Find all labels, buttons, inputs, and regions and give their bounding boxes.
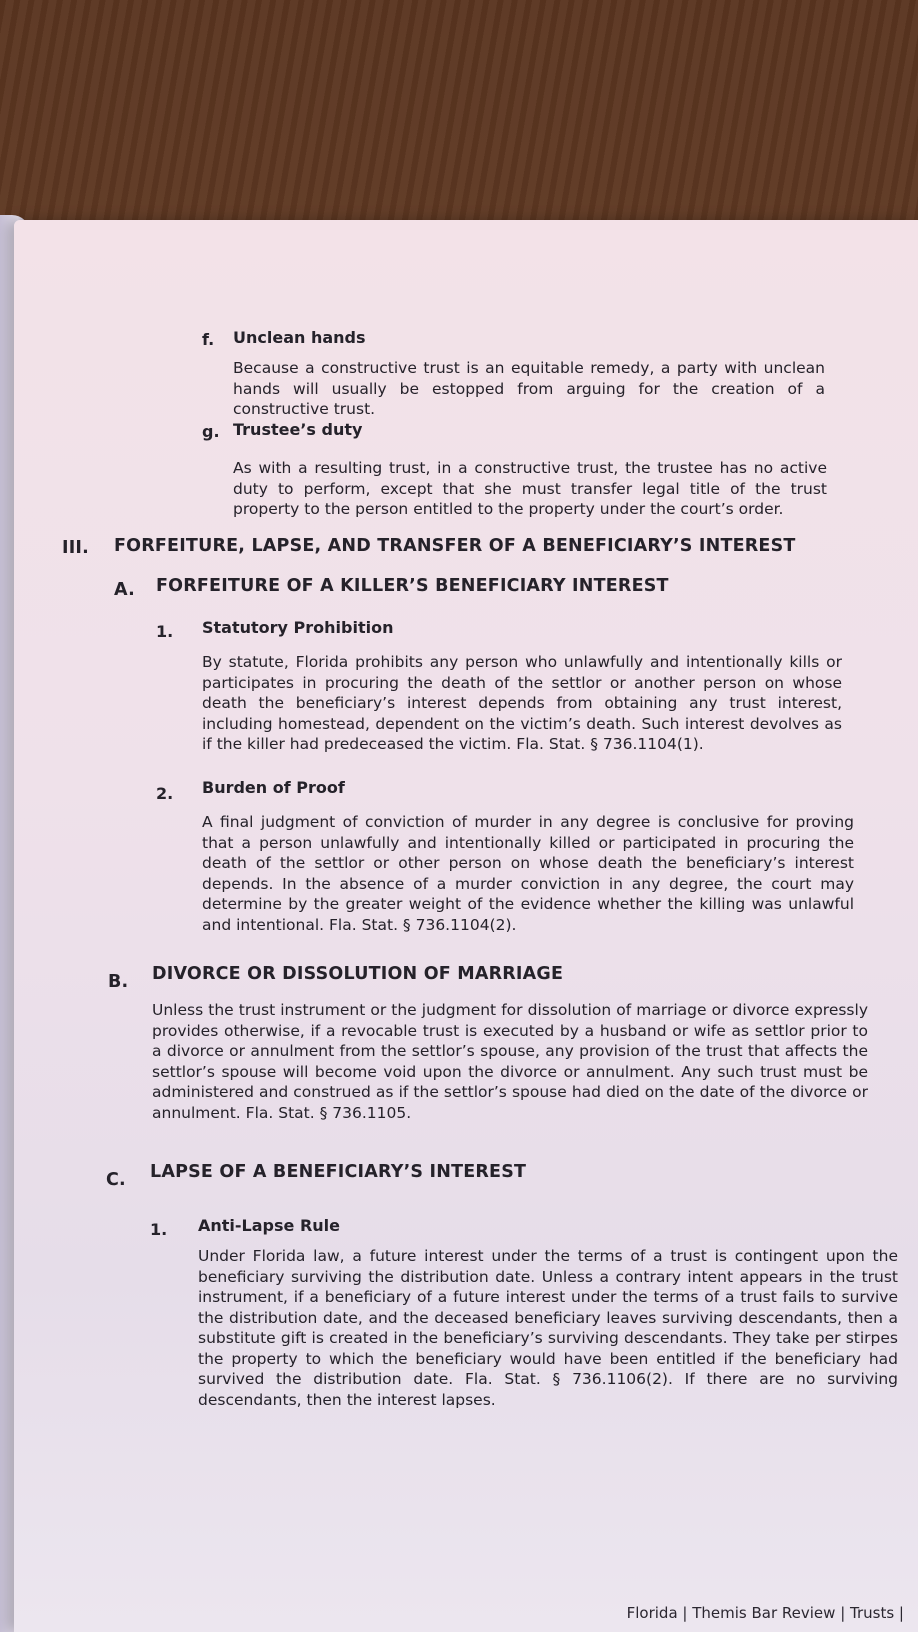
section-B-title: DIVORCE OR DISSOLUTION OF MARRIAGE — [152, 964, 564, 984]
section-f-body: Because a constructive trust is an equitable remedy, a party with unclean hands will usually be estopped from arguing for the creation of a constructive trust. — [233, 359, 825, 418]
section-g-body: As with a resulting trust, in a constructive trust, the trustee has no active duty to perform, except that she must transfer legal title of the trust property to the person entitled to the property under the court’s order. — [233, 459, 827, 518]
section-B-body: Unless the trust instrument or the judgment for dissolution of marriage or divorce expressly provides otherwise, if a revocable trust is executed by a husband or wife as settlor prior to a divorce or annulment from the settlor’s spouse, any provision of the trust that affects the settlor’s spouse will become void upon the divorce or annulment. Any such trust must be administered and construed as if the settlor’s spouse had died on the date of the divorce or annulment. Fla. Stat. § 736.1105. — [152, 1001, 868, 1122]
section-A2-title: Burden of Proof — [202, 778, 345, 797]
section-III-marker: III. — [62, 538, 89, 558]
section-g-title: Trustee’s duty — [233, 420, 363, 439]
section-C1-marker: 1. — [150, 1220, 168, 1239]
section-A-title: FORFEITURE OF A KILLER’S BENEFICIARY INTEREST — [156, 576, 669, 596]
section-f-title: Unclean hands — [233, 328, 366, 347]
section-A1-title: Statutory Prohibition — [202, 618, 394, 637]
section-A-marker: A. — [114, 580, 135, 600]
section-A2-body: A final judgment of conviction of murder in any degree is conclusive for proving that a person unlawfully and intentionally killed or participated in procuring the death of the settlor or other person on whose death the beneficiary’s interest depends. In the absence of a murder conviction in any degree, the court may determine by the greater weight of the evidence whether the killing was unlawful and intentional. Fla. Stat. § 736.1104(2). — [202, 813, 854, 934]
book-page — [14, 220, 918, 1632]
section-C-title: LAPSE OF A BENEFICIARY’S INTEREST — [150, 1162, 527, 1182]
section-A2-marker: 2. — [156, 784, 174, 803]
section-C1-title: Anti-Lapse Rule — [198, 1216, 340, 1235]
section-C1-body: Under Florida law, a future interest under the terms of a trust is contingent upon the beneficiary surviving the distribution date. Unless a contrary intent appears in the trust instrument, if a beneficiary of a future interest under the terms of a trust fails to survive the distribution date, and the deceased beneficiary leaves surviving descendants, then a substitute gift is created in the beneficiary’s surviving descendants. They take per stirpes the property to which the beneficiary would have been entitled if the beneficiary had survived the distribution date. Fla. Stat. § 736.1106(2). If there are no surviving descendants, then the interest lapses. — [198, 1247, 898, 1409]
page-footer: Florida | Themis Bar Review | Trusts | — [626, 1604, 904, 1622]
section-III-title: FORFEITURE, LAPSE, AND TRANSFER OF A BENEFICIARY’S INTEREST — [114, 536, 796, 556]
section-C-marker: C. — [106, 1170, 126, 1190]
section-g-marker: g. — [202, 422, 220, 441]
section-B-marker: B. — [108, 972, 129, 992]
section-A1-marker: 1. — [156, 622, 174, 641]
page-content — [14, 220, 918, 1632]
section-f-marker: f. — [202, 330, 215, 349]
section-A1-body: By statute, Florida prohibits any person who unlawfully and intentionally kills or participates in procuring the death of the settlor or another person on whose death the beneficiary’s interest depends from obtaining any trust interest, including homestead, dependent on the victim’s death. Such interest devolves as if the killer had predeceased the victim. Fla. Stat. § 736.1104(1). — [202, 653, 842, 753]
